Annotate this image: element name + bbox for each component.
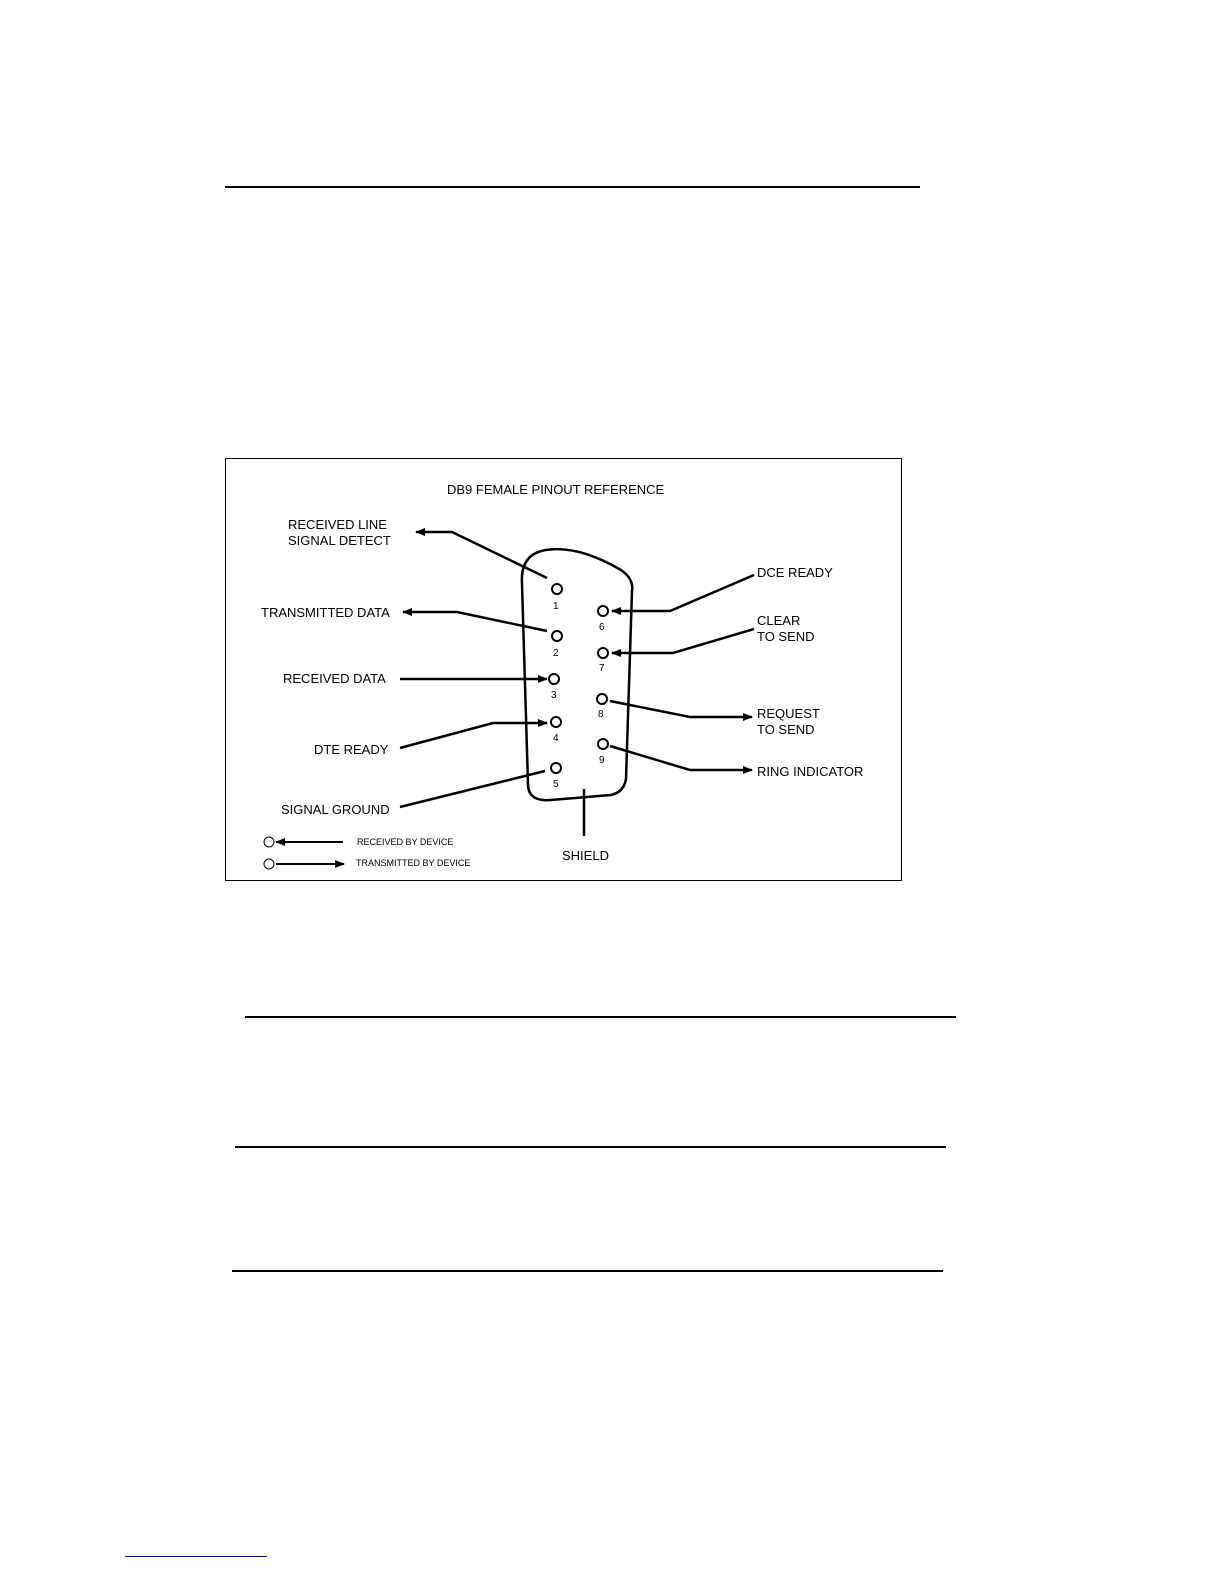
pin-7-label-line1: CLEAR <box>757 613 801 628</box>
pin-8-socket <box>597 694 607 704</box>
pin-9-wire <box>610 746 752 770</box>
db9-pinout-diagram <box>225 458 902 881</box>
pin-2-number: 2 <box>553 648 559 659</box>
pin-4-number: 4 <box>553 733 559 744</box>
pin-7-socket <box>598 648 608 658</box>
legend-received-circle <box>264 837 274 847</box>
pin-2-label: TRANSMITTED DATA <box>261 605 390 620</box>
pin-2-socket <box>552 631 562 641</box>
pin-9-label: RING INDICATOR <box>757 764 864 779</box>
diagram-canvas <box>226 459 903 882</box>
legend-transmitted-label: TRANSMITTED BY DEVICE <box>356 858 471 868</box>
pin-5-wire <box>400 771 545 807</box>
pin-7-label-line2: TO SEND <box>757 629 815 644</box>
pin-1-number: 1 <box>553 601 559 612</box>
pin-8-label-line1: REQUEST <box>757 706 820 721</box>
pin-3-number: 3 <box>551 690 557 701</box>
legend-transmitted-circle <box>264 859 274 869</box>
pin-7-wire <box>612 629 754 653</box>
pin-8-wire <box>610 701 752 717</box>
pin-4-label: DTE READY <box>314 742 389 757</box>
pin-6-socket <box>598 606 608 616</box>
pin-1-label-line1: RECEIVED LINE <box>288 517 387 532</box>
horizontal-rule-3 <box>232 1270 943 1272</box>
horizontal-rule-top <box>225 186 920 188</box>
shield-label: SHIELD <box>562 848 609 863</box>
pin-1-label-line2: SIGNAL DETECT <box>288 533 391 548</box>
connector-shell <box>522 549 632 800</box>
legend-received-label: RECEIVED BY DEVICE <box>357 837 454 847</box>
pin-9-number: 9 <box>599 755 605 766</box>
pin-2-wire <box>403 612 547 631</box>
pin-8-number: 8 <box>598 709 604 720</box>
pin-4-socket <box>551 717 561 727</box>
footnote-separator <box>125 1556 267 1557</box>
pin-3-label: RECEIVED DATA <box>283 671 386 686</box>
pin-6-label: DCE READY <box>757 565 833 580</box>
pin-4-wire <box>400 723 547 748</box>
diagram-title: DB9 FEMALE PINOUT REFERENCE <box>447 482 665 497</box>
pin-3-socket <box>549 674 559 684</box>
horizontal-rule-1 <box>245 1016 956 1018</box>
pin-6-wire <box>612 575 754 611</box>
pin-7-number: 7 <box>599 663 605 674</box>
pin-1-wire <box>416 532 547 578</box>
pin-5-label: SIGNAL GROUND <box>281 802 390 817</box>
pin-9-socket <box>598 739 608 749</box>
pin-6-number: 6 <box>599 622 605 633</box>
pin-8-label-line2: TO SEND <box>757 722 815 737</box>
pin-5-number: 5 <box>553 779 559 790</box>
pin-5-socket <box>551 763 561 773</box>
horizontal-rule-2 <box>235 1146 946 1148</box>
pin-1-socket <box>552 584 562 594</box>
